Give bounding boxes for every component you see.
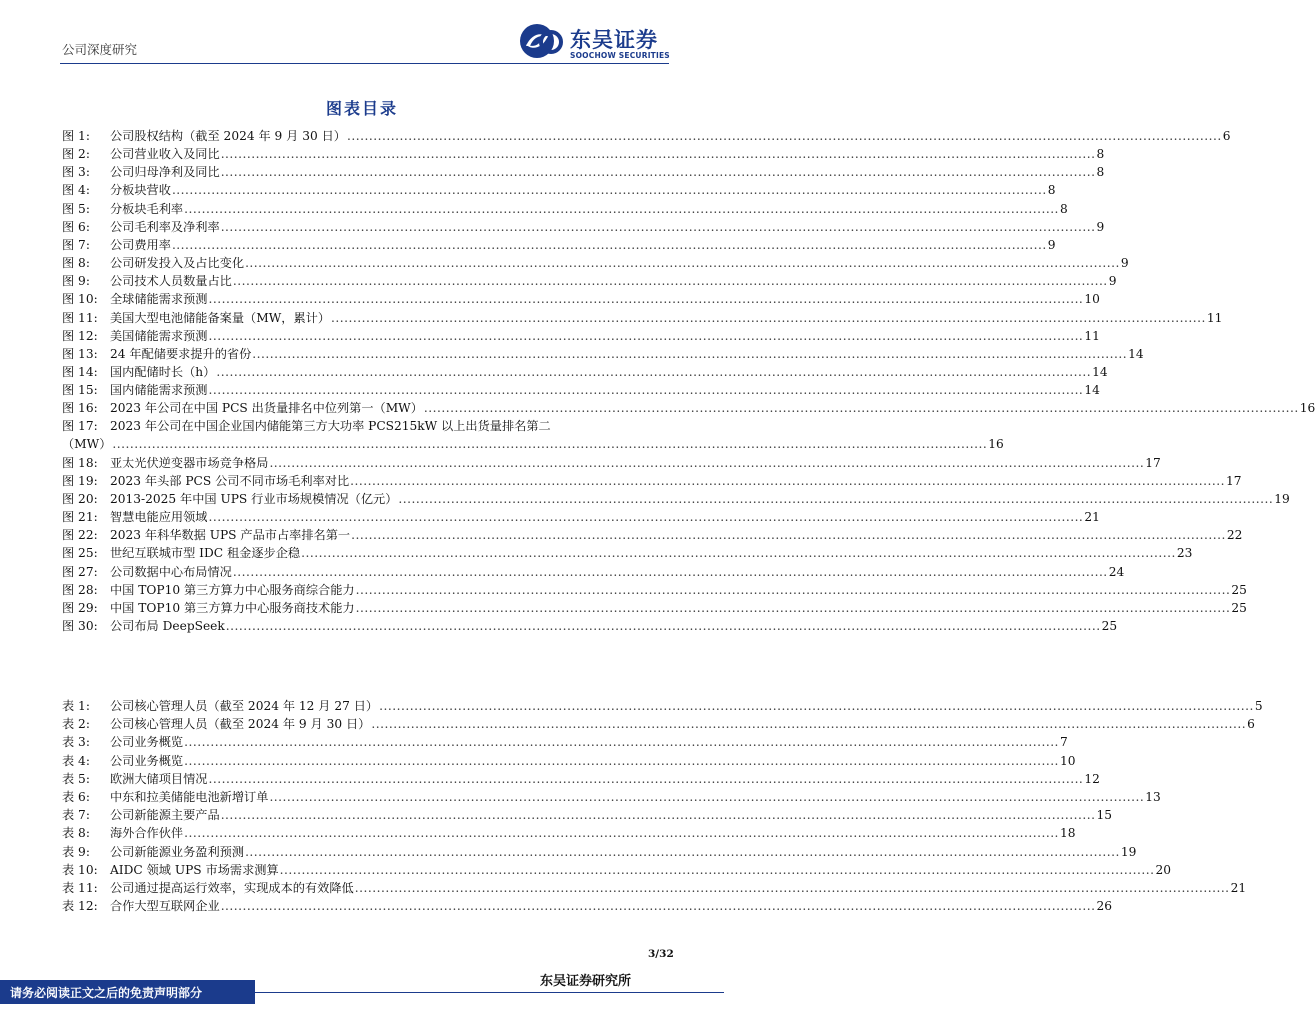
- entry-number: 图 8:: [62, 256, 90, 271]
- dot-leader: ........................................................................................................................................................................................................: [245, 256, 1120, 271]
- entry-page: 8: [1047, 183, 1056, 198]
- dot-leader: ........................................................................................................................................................................................................: [351, 528, 1226, 543]
- entry-page: 6: [1222, 129, 1231, 143]
- entry-number: 表 3:: [62, 735, 90, 750]
- entry-number: 图 21:: [62, 510, 98, 525]
- entry-number: 图 3:: [62, 165, 90, 180]
- entry-page: 24: [1108, 564, 1125, 579]
- dot-leader: ........................................................................................................................................................................................................: [331, 310, 1206, 325]
- entry-page: 26: [1096, 899, 1113, 914]
- entry-title: 中国 TOP10 第三方算力中心服务商技术能力: [110, 600, 355, 615]
- toc-entry[interactable]: [62, 843, 1137, 861]
- entry-number: 图 15:: [62, 383, 98, 398]
- dot-leader: ........................................................................................................................................................................................................: [346, 129, 1222, 143]
- entry-number: 表 2:: [62, 717, 90, 732]
- section-label: 公司深度研究: [62, 42, 138, 57]
- toc-entry[interactable]: [62, 581, 1247, 599]
- toc-entry[interactable]: [62, 345, 1144, 363]
- entry-page: 25: [1101, 619, 1118, 634]
- entry-number: 表 9:: [62, 844, 90, 859]
- toc-entry-continuation[interactable]: [62, 435, 1004, 453]
- toc-entry[interactable]: [62, 897, 1113, 915]
- dot-leader: ........................................................................................................................................................................................................: [371, 717, 1247, 732]
- toc-entry[interactable]: [62, 788, 1161, 806]
- dot-leader: ........................................................................................................................................................................................................: [220, 808, 1096, 823]
- entry-page: 8: [1059, 201, 1068, 216]
- entry-page: 17: [1225, 473, 1242, 488]
- entry-title: 国内储能需求预测: [110, 383, 208, 398]
- entry-page: 15: [1096, 808, 1113, 823]
- dot-leader: ........................................................................................................................................................................................................: [208, 328, 1084, 343]
- toc-entry[interactable]: [62, 454, 1161, 472]
- entry-number: 图 4:: [62, 183, 90, 198]
- page-title: 图表目录: [325, 99, 398, 118]
- toc-entry[interactable]: [62, 508, 1100, 526]
- dot-leader: ........................................................................................................................................................................................................: [208, 771, 1084, 786]
- entry-page: 9: [1047, 237, 1056, 252]
- entry-number: 图 1:: [62, 129, 90, 143]
- entry-number: 图 16:: [62, 401, 98, 416]
- toc-entry[interactable]: [62, 697, 1263, 715]
- entry-title: 公司通过提高运行效率，实现成本的有效降低: [110, 881, 354, 895]
- entry-page: 14: [1092, 364, 1108, 379]
- company-logo: [518, 22, 688, 62]
- entry-number: 表 11:: [62, 881, 98, 895]
- toc-entry[interactable]: [62, 399, 1315, 417]
- dot-leader: ........................................................................................................................................................................................................: [232, 274, 1108, 289]
- entry-title: 全球储能需求预测: [110, 292, 208, 307]
- entry-number: 图 6:: [62, 219, 90, 234]
- entry-title: 公司数据中心布局情况: [110, 564, 232, 579]
- toc-entry[interactable]: [62, 599, 1247, 617]
- dot-leader: ........................................................................................................................................................................................................: [301, 546, 1176, 561]
- entry-number: 表 5:: [62, 771, 90, 786]
- entry-title: 国内配储时长（h）: [110, 364, 216, 379]
- toc-entry[interactable]: [62, 490, 1290, 508]
- dot-leader: ........................................................................................................................................................................................................: [216, 364, 1092, 379]
- entry-page: 12: [1084, 771, 1100, 786]
- entry-number: 表 6:: [62, 790, 90, 804]
- entry-number: 表 12:: [62, 899, 98, 914]
- entry-number: 图 20:: [62, 492, 98, 506]
- entry-number: 图 29:: [62, 600, 98, 615]
- entry-page: 14: [1128, 346, 1144, 361]
- entry-title: 美国大型电池储能备案量（MW，累计）: [110, 310, 331, 325]
- entry-page: 9: [1096, 219, 1105, 234]
- entry-title: 海外合作伙伴: [110, 826, 184, 841]
- dot-leader: ........................................................................................................................................................................................................: [379, 699, 1254, 713]
- entry-title: 智慧电能应用领域: [110, 510, 208, 525]
- footer-institute: 东吴证券研究所: [540, 974, 632, 989]
- entry-number: 图 27:: [62, 564, 98, 579]
- toc-entry[interactable]: [62, 363, 1108, 381]
- entry-number: 图 17:: [62, 419, 98, 434]
- entry-title: 美国储能需求预测: [110, 328, 208, 343]
- toc-entry[interactable]: [62, 272, 1117, 290]
- dot-leader: ........................................................................................................................................................................................................: [208, 383, 1084, 398]
- entry-page: 19: [1274, 492, 1290, 506]
- entry-number: 表 10:: [62, 862, 98, 877]
- toc-entry[interactable]: [62, 861, 1171, 879]
- entry-title: 中国 TOP10 第三方算力中心服务商综合能力: [110, 582, 355, 597]
- dot-leader: ........................................................................................................................................................................................................: [112, 437, 988, 452]
- entry-title: 公司布局 DeepSeek: [110, 619, 225, 634]
- entry-number: 表 1:: [62, 699, 90, 713]
- footer-disclaimer-bar: [0, 980, 255, 1004]
- toc-entry[interactable]: [62, 770, 1100, 788]
- entry-page: 22: [1226, 528, 1243, 543]
- entry-number: 表 7:: [62, 808, 90, 823]
- toc-entry[interactable]: [62, 236, 1056, 254]
- toc-entry[interactable]: [62, 200, 1068, 218]
- entry-title: 公司技术人员数量占比: [110, 274, 232, 289]
- footer-disclaimer: 请务必阅读正文之后的免责声明部分: [10, 986, 203, 1000]
- dot-leader: ........................................................................................................................................................................................................: [245, 844, 1120, 859]
- dot-leader: ........................................................................................................................................................................................................: [423, 401, 1299, 416]
- entry-title: 公司新能源主要产品: [110, 808, 220, 823]
- entry-number: 图 18:: [62, 455, 98, 470]
- entry-page: 9: [1108, 274, 1117, 289]
- toc-entry[interactable]: [62, 254, 1129, 272]
- entry-number: 图 25:: [62, 546, 98, 561]
- logo-name-en: SOOCHOW SECURITIES: [570, 51, 670, 60]
- entry-title: 公司费用率: [110, 237, 171, 252]
- toc-entry[interactable]: [62, 617, 1118, 635]
- toc-entry[interactable]: [62, 327, 1100, 345]
- dot-leader: ........................................................................................................................................................................................................: [355, 600, 1231, 615]
- toc-entry[interactable]: [62, 381, 1100, 399]
- toc-entry[interactable]: [62, 417, 666, 435]
- toc-entry[interactable]: [62, 181, 1056, 199]
- entry-page: 9: [1120, 256, 1129, 271]
- dot-leader: ........................................................................................................................................................................................................: [184, 201, 1059, 216]
- entry-page: 16: [1299, 401, 1315, 416]
- toc-entry[interactable]: [62, 145, 1105, 163]
- dot-leader: ........................................................................................................................................................................................................: [208, 292, 1084, 307]
- dot-leader: ........................................................................................................................................................................................................: [252, 346, 1128, 361]
- entry-page: 8: [1096, 147, 1105, 162]
- toc-entry[interactable]: [62, 472, 1242, 490]
- entry-number: 表 4:: [62, 753, 90, 768]
- entry-title: 分板块毛利率: [110, 201, 184, 216]
- entry-page: 25: [1231, 582, 1247, 597]
- dot-leader: ........................................................................................................................................................................................................: [354, 881, 1230, 895]
- entry-number: 图 11:: [62, 310, 98, 325]
- entry-page: 11: [1084, 328, 1100, 343]
- entry-number: 图 28:: [62, 582, 98, 597]
- toc-entry[interactable]: [62, 127, 1231, 145]
- entry-title: 中东和拉美储能电池新增订单: [110, 790, 269, 804]
- entry-number: 图 5:: [62, 201, 90, 216]
- entry-number: 图 9:: [62, 274, 90, 289]
- entry-number: 图 13:: [62, 346, 98, 361]
- toc-entry[interactable]: [62, 309, 1223, 327]
- entry-number: 图 2:: [62, 147, 90, 162]
- entry-page: 23: [1176, 546, 1193, 561]
- toc-entry[interactable]: [62, 526, 1243, 544]
- entry-title: 2023 年科华数据 UPS 产品市占率排名第一: [110, 528, 351, 543]
- entry-page: 6: [1247, 717, 1255, 732]
- dot-leader: ........................................................................................................................................................................................................: [208, 510, 1084, 525]
- logo-name-cn: 东吴证券: [570, 28, 658, 52]
- entry-title: 公司业务概览: [110, 753, 184, 768]
- toc-entry[interactable]: [62, 824, 1076, 842]
- dot-leader: ........................................................................................................................................................................................................: [184, 826, 1059, 841]
- entry-title: 欧洲大储项目情况: [110, 771, 208, 786]
- entry-page: 25: [1231, 600, 1247, 615]
- header-divider: [60, 63, 669, 64]
- page-number: 3/32: [648, 948, 674, 960]
- entry-title: 公司营业收入及同比: [110, 147, 220, 162]
- entry-title: 公司归母净利及同比: [110, 165, 220, 180]
- entry-number: 图 7:: [62, 237, 90, 252]
- entry-number: 图 30:: [62, 619, 98, 634]
- entry-title: 2023 年头部 PCS 公司不同市场毛利率对比: [110, 473, 350, 488]
- entry-title: 2023 年公司在中国企业国内储能第三方大功率 PCS215kW 以上出货量排名第二: [110, 419, 551, 434]
- dot-leader: ........................................................................................................................................................................................................: [355, 582, 1231, 597]
- dot-leader: ........................................................................................................................................................................................................: [220, 165, 1096, 180]
- dot-leader: ........................................................................................................................................................................................................: [220, 147, 1096, 162]
- entry-page: 14: [1084, 383, 1100, 398]
- dot-leader: ........................................................................................................................................................................................................: [279, 862, 1155, 877]
- entry-number: 图 19:: [62, 473, 98, 488]
- entry-page: 20: [1155, 862, 1171, 877]
- dot-leader: ........................................................................................................................................................................................................: [350, 473, 1225, 488]
- entry-page: 21: [1084, 510, 1100, 525]
- entry-number: 图 22:: [62, 528, 98, 543]
- entry-title: AIDC 领域 UPS 市场需求测算: [110, 862, 279, 877]
- toc-entry[interactable]: [62, 733, 1068, 751]
- logo-mark-icon: [518, 22, 564, 60]
- entry-title: 公司毛利率及净利率: [110, 219, 220, 234]
- entry-title: 公司研发投入及占比变化: [110, 256, 245, 271]
- entry-page: 18: [1059, 826, 1076, 841]
- dot-leader: ........................................................................................................................................................................................................: [184, 753, 1059, 768]
- toc-entry[interactable]: [62, 544, 1193, 562]
- dot-leader: ........................................................................................................................................................................................................: [269, 455, 1145, 470]
- entry-title: 公司股权结构（截至 2024 年 9 月 30 日）: [110, 129, 346, 143]
- dot-leader: ........................................................................................................................................................................................................: [232, 564, 1108, 579]
- dot-leader: ........................................................................................................................................................................................................: [220, 219, 1096, 234]
- toc-entry[interactable]: [62, 752, 1076, 770]
- entry-number: 图 14:: [62, 364, 98, 379]
- toc-entry[interactable]: [62, 806, 1113, 824]
- entry-page: 17: [1145, 455, 1161, 470]
- dot-leader: ........................................................................................................................................................................................................: [184, 735, 1059, 750]
- entry-title: 24 年配储要求提升的省份: [110, 346, 252, 361]
- entry-page: 8: [1096, 165, 1105, 180]
- toc-entry[interactable]: [62, 163, 1105, 181]
- entry-page: 10: [1059, 753, 1076, 768]
- entry-number: 表 8:: [62, 826, 90, 841]
- entry-title: 公司新能源业务盈利预测: [110, 844, 245, 859]
- toc-entry[interactable]: [62, 879, 1247, 897]
- entry-title: 合作大型互联网企业: [110, 899, 220, 914]
- entry-title: 公司核心管理人员（截至 2024 年 9 月 30 日）: [110, 717, 371, 732]
- toc-entry[interactable]: [62, 290, 1100, 308]
- entry-page: 11: [1206, 310, 1223, 325]
- entry-page: 19: [1120, 844, 1137, 859]
- entry-title: 亚太光伏逆变器市场竞争格局: [110, 455, 269, 470]
- entry-number: 图 12:: [62, 328, 98, 343]
- entry-page: 7: [1059, 735, 1068, 750]
- toc-entry[interactable]: [62, 218, 1105, 236]
- dot-leader: ........................................................................................................................................................................................................: [269, 790, 1145, 804]
- entry-page: 10: [1084, 292, 1100, 307]
- toc-entry[interactable]: [62, 715, 1255, 733]
- entry-page: 21: [1230, 881, 1247, 895]
- entry-title: 公司核心管理人员（截至 2024 年 12 月 27 日）: [110, 699, 379, 713]
- entry-title-continued: （MW）: [62, 437, 112, 452]
- entry-title: 分板块营收: [110, 183, 171, 198]
- dot-leader: ........................................................................................................................................................................................................: [225, 619, 1101, 634]
- dot-leader: ........................................................................................................................................................................................................: [171, 183, 1047, 198]
- dot-leader: ........................................................................................................................................................................................................: [220, 899, 1096, 914]
- entry-page: 16: [988, 437, 1004, 452]
- dot-leader: ........................................................................................................................................................................................................: [398, 492, 1274, 506]
- dot-leader: ........................................................................................................................................................................................................: [171, 237, 1047, 252]
- entry-title: 世纪互联城市型 IDC 租金逐步企稳: [110, 546, 301, 561]
- entry-title: 公司业务概览: [110, 735, 184, 750]
- footer-divider: [255, 992, 724, 993]
- entry-title: 2023 年公司在中国 PCS 出货量排名中位列第一（MW）: [110, 401, 423, 416]
- entry-page: 5: [1254, 699, 1263, 713]
- entry-number: 图 10:: [62, 292, 98, 307]
- entry-title: 2013-2025 年中国 UPS 行业市场规模情况（亿元）: [110, 492, 398, 506]
- toc-entry[interactable]: [62, 563, 1125, 581]
- entry-page: 13: [1145, 790, 1161, 804]
